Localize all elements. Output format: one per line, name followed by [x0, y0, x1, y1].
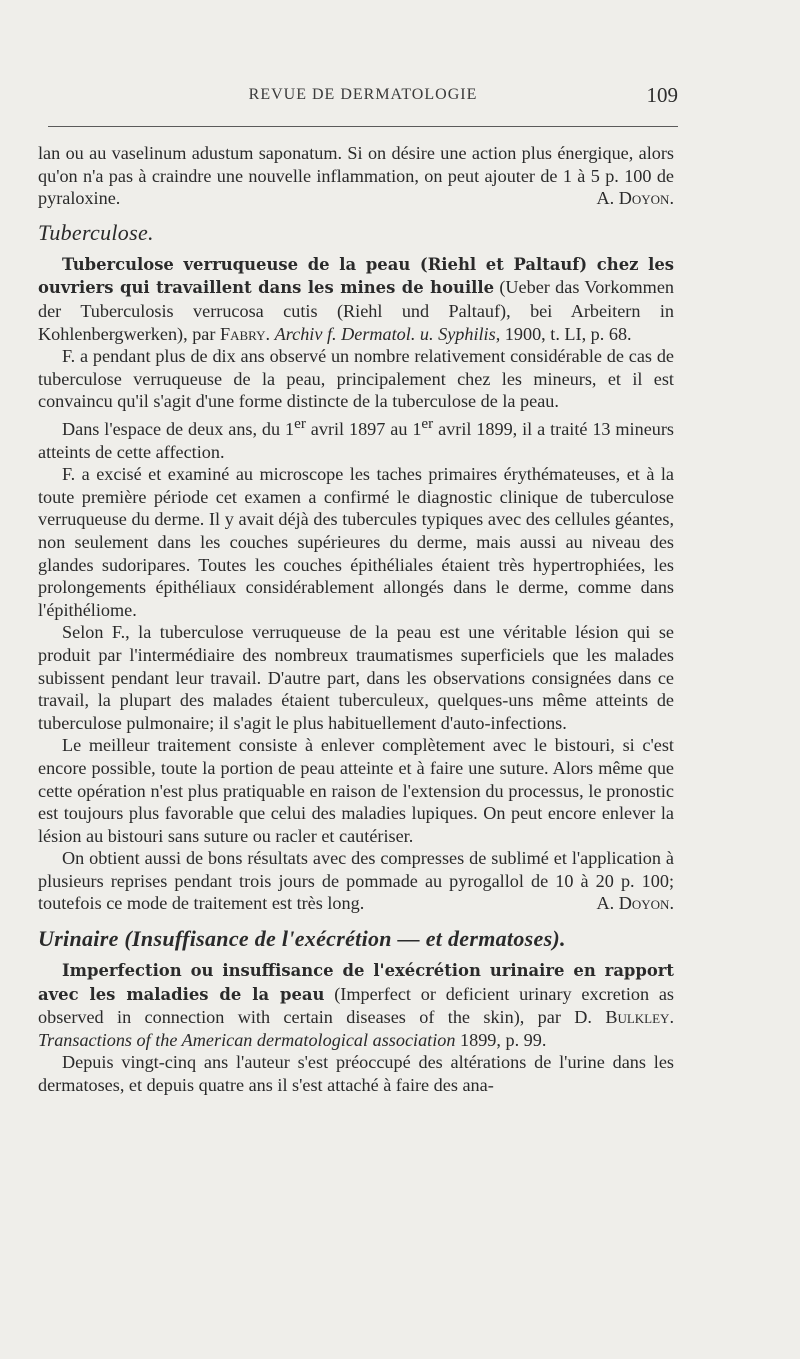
paragraph-5: Selon F., la tuberculose verruqueuse de la peau est une véritable lésion qui se produit par l'intermédiaire des nombreux traumatismes superficiels que les malades subissent pendant leur travail. D'autre part, dans les observations consignées dans ce travail, la plupart des malades étaient tuberculeux, quelques-uns même atteints de tuberculose pulmonaire; il s'agit le plus habituellement d'auto-infections.	[38, 622, 674, 733]
article-1-heading	[38, 253, 674, 345]
article-1-author: Fabry	[219, 323, 266, 344]
article-1-ref-b: .	[265, 323, 275, 344]
paragraph-6: Le meilleur traitement consiste à enlever complètement avec le bistouri, si c'est encore possible, toute la portion de peau atteinte et à faire une suture. Alors même que cette opération n'est plus pratiquable en raison de l'extension du processus, le pronostic est toujours plus favorable que celui des maladies lupiques. On peut encore enlever la lésion au bistouri sans suture ou racler et cautériser.	[38, 735, 674, 846]
paragraph-7-text: On obtient aussi de bons résultats avec des compresses de sublimé et l'application à plusieurs reprises pendant trois jours de pommade au pyrogallol de 10 à 20 p. 100; toutefois ce mode de traitement est très long.	[38, 848, 674, 914]
section-title-urinaire: Urinaire (Insuffisance de l'exécrétion — et dermatoses).	[38, 926, 566, 952]
article-2-ref-a: (Imperfect or deficient urinary excretion as observed in connection with certain diseases of the skin), par D.	[38, 983, 674, 1028]
paragraph-3	[38, 413, 674, 463]
superscript-er-1: er	[294, 414, 306, 432]
paragraph-3-b: avril 1897 au 1	[305, 419, 422, 439]
signature-doyon-2: A. Doyon.	[596, 893, 674, 914]
article-1-ref-c: , 1900, t. LI, p. 68.	[495, 323, 632, 344]
signature-doyon-1: A. Doyon.	[596, 188, 674, 209]
page-body	[38, 142, 674, 1097]
paragraph-4: F. a excisé et examiné au microscope les taches primaires érythémateuses, et à la toute première période cet examen a confirmé le diagnostic clinique de tuberculose verruqueuse du derme. Il y avait déjà des tubercules typiques avec des cellules géantes, non seulement dans les couches supérieures du derme, mais aussi au niveau des glandes sudoripares. Toutes les couches épithéliales étaient très hypertrophiées, les prolongements épithéliaux considérablement allongés dans le derme, comme dans l'épithéliome.	[38, 464, 674, 620]
paragraph-3-a: Dans l'espace de deux ans, du 1	[62, 419, 295, 439]
article-1-journal: Archiv f. Dermatol. u. Syphilis	[274, 323, 496, 344]
page-number: 109	[646, 83, 678, 107]
paragraph-8: Depuis vingt-cinq ans l'auteur s'est préoccupé des altérations de l'urine dans les dermatoses, et depuis quatre ans il s'est attaché à faire des ana-	[38, 1052, 674, 1096]
header-rule	[48, 126, 678, 127]
paragraph-3-c: avril 1899, il a traité 13 mineurs atteints de cette affection.	[38, 419, 675, 462]
page-header	[48, 83, 678, 114]
article-1-ref-a: (Ueber das Vorkommen der Tuberculosis verrucosa cutis (Riehl und Paltauf), bei Arbeitern in Kohlenbergwerken), par	[38, 277, 674, 344]
running-head: REVUE DE DERMATOLOGIE	[248, 86, 478, 103]
article-2-ref-c: 1899, p. 99.	[455, 1029, 547, 1050]
paragraph-1-text: lan ou au vaselinum adustum saponatum. Si on désire une action plus énergique, alors qu'on n'a pas à craindre une nouvelle inflammation, on peut ajouter de 1 à 5 p. 100 de pyraloxine.	[38, 143, 674, 209]
paragraph-7	[38, 847, 674, 915]
article-2-heading	[38, 959, 674, 1051]
article-2-author: Bulkley	[605, 1007, 670, 1028]
article-1-title: Tuberculose verruqueuse de la peau (Riehl et Paltauf) chez les ouvriers qui travaillent dans les mines de houille	[38, 254, 674, 298]
section-title-tuberculose: Tuberculose.	[38, 219, 154, 245]
superscript-er-2: er	[421, 414, 434, 432]
article-2-title: Imperfection ou insuffisance de l'exécrétion urinaire en rapport avec les maladies de la peau	[38, 961, 674, 1004]
article-2-ref-b: .	[669, 1007, 674, 1028]
article-2-journal: Transactions of the American dermatological association	[38, 1029, 456, 1050]
paragraph-2: F. a pendant plus de dix ans observé un nombre relativement considérable de cas de tuberculose verruqueuse de la peau, principalement chez les mineurs, et il est convaincu qu'il s'agit d'une forme distincte de la tuberculose de la peau.	[38, 346, 674, 412]
paragraph-1	[38, 142, 674, 210]
